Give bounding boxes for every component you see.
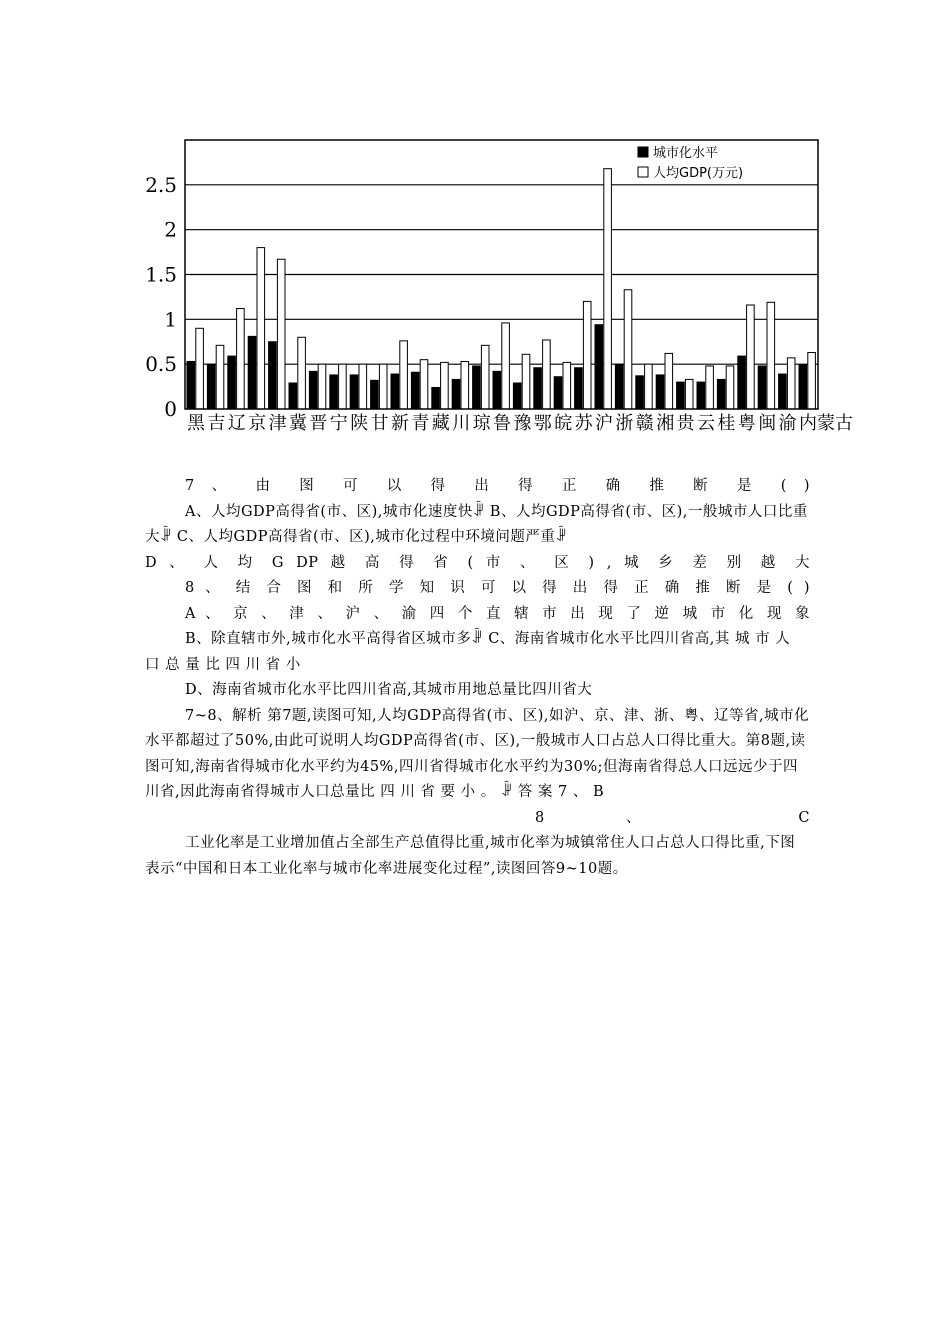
y-tick-label: 1 [164,307,177,332]
y-tick-label: 1.5 [145,262,177,287]
question-8-option-d: D、海南省城市化水平比四川省高,其城市用地总量比四川省大 [185,682,593,698]
bar-gdp [196,328,204,409]
bar-urbanization [554,377,562,409]
question-7-option-d: D 、 人 均 G DP 越 高 得 省 ( 市 、 区 ) , 城 乡 差 别 越 大 [145,554,810,571]
bar-urbanization [473,366,481,409]
x-tick-label: 陕 [350,413,369,432]
bar-gdp [685,379,693,409]
bar-urbanization [187,361,195,409]
question-text [145,474,810,882]
bar-gdp [379,364,387,409]
bar-gdp [441,362,449,409]
answer-8: 8 、 C [535,809,810,826]
bar-gdp [665,353,673,409]
bar-gdp [461,361,469,409]
bar-gdp [400,341,408,409]
bar-urbanization [350,375,358,409]
x-tick-label: 桂 [717,413,736,432]
bar-urbanization [534,368,542,409]
y-tick-label: 0 [164,397,177,421]
bar-urbanization [779,374,787,409]
legend-swatch-urbanization [638,147,648,157]
bar-gdp [543,340,551,409]
x-tick-label: 青 [411,413,430,432]
bar-gdp [645,364,653,409]
bar-urbanization [269,342,277,409]
question-7-options: A、人均GDP高得省(市、区),城市化速度快ꎻ B、人均GDP高得省(市、区),一般城市人口比重大ꎻ C、人均GDP高得省(市、区),城市化过程中环境问题严重ꎻ [145,503,808,545]
bar-urbanization [717,379,725,409]
x-axis-labels [187,413,853,432]
bar-urbanization [330,375,338,409]
bar-urbanization [738,356,746,409]
bar-urbanization [452,379,460,409]
x-tick-label: 云 [697,413,715,432]
question-7: 7 、 由 图 可 以 得 出 得 正 确 推 断 是 ( ) [185,478,810,494]
bar-gdp [216,345,224,409]
bar-gdp [787,358,795,409]
x-tick-label: 沪 [595,413,613,432]
bar-gdp [563,362,571,409]
legend-swatch-gdp [638,167,648,177]
bar-chart [140,132,860,432]
bar-urbanization [411,372,419,409]
bar-urbanization [248,336,256,409]
bar-urbanization [677,382,685,409]
bar-urbanization [656,375,664,409]
bar-urbanization [799,365,807,409]
bar-gdp [257,248,265,409]
bar-urbanization [207,364,215,409]
x-tick-label: 豫 [513,413,532,432]
bar-urbanization [595,325,603,409]
bar-urbanization [309,371,317,409]
x-tick-label: 赣 [635,413,654,432]
bar-urbanization [513,383,521,409]
x-tick-label: 浙 [615,413,634,432]
bar-urbanization [697,382,705,409]
x-tick-label: 藏 [431,413,450,432]
bar-gdp [604,169,612,409]
x-tick-label: 辽 [227,413,246,432]
x-tick-label: 新 [391,413,409,432]
bar-gdp [624,290,632,409]
bars [187,169,815,409]
question-8: 8 、 结 合 图 和 所 学 知 识 可 以 得 出 得 正 确 推 断 是 ( ) [185,580,810,596]
x-tick-label: 冀 [289,413,307,432]
legend-label-gdp: 人均GDP(万元) [653,166,744,181]
x-tick-label: 京 [248,413,267,432]
bar-urbanization [371,380,379,409]
bar-urbanization [289,383,297,409]
question-8-options-bc: B、除直辖市外,城市化水平高得省区城市多ꎻ C、海南省城市化水平比四川省高,其 城 市 人 口 总 量 比 四 川 省 小 [145,631,791,673]
bar-gdp [298,337,306,409]
bar-gdp [706,366,714,409]
y-tick-label: 2 [164,217,177,242]
x-tick-label: 晋 [309,413,328,432]
x-tick-label: 鲁 [493,413,511,432]
bar-gdp [502,323,510,409]
legend [638,145,743,181]
x-tick-label: 苏 [574,413,593,432]
bar-urbanization [391,374,399,409]
x-tick-label: 内蒙古 [799,413,853,432]
bar-gdp [726,366,734,409]
x-tick-label: 吉 [207,413,226,432]
bar-gdp [481,345,489,409]
bar-gdp [277,259,285,409]
bar-urbanization [493,371,501,409]
bar-urbanization [432,387,440,409]
x-tick-label: 粤 [737,413,756,432]
bar-gdp [767,302,775,409]
x-tick-label: 渝 [778,413,797,432]
bar-gdp [747,305,755,409]
y-axis-ticks [145,173,177,421]
x-tick-label: 贵 [676,413,695,432]
x-tick-label: 津 [268,413,287,432]
x-tick-label: 闽 [758,413,777,432]
x-tick-label: 皖 [554,413,573,432]
x-tick-label: 湘 [656,413,675,432]
bar-urbanization [228,356,236,409]
x-tick-label: 黑 [187,413,205,432]
bar-gdp [808,353,816,409]
y-tick-label: 2.5 [145,172,177,197]
question-8-option-a: A 、 京 、 津 、 沪 、 渝 四 个 直 辖 市 出 现 了 逆 城 市 化 现 象 [185,605,810,622]
bar-gdp [318,364,326,409]
y-tick-label: 0.5 [145,352,177,377]
bar-gdp [359,364,367,409]
bar-gdp [583,301,591,409]
x-tick-label: 甘 [370,413,389,432]
bar-urbanization [615,364,623,409]
x-tick-label: 宁 [329,413,348,432]
bar-urbanization [758,366,766,409]
bar-gdp [420,360,428,409]
bar-gdp [339,364,347,409]
bar-urbanization [636,376,644,409]
bar-gdp [237,309,245,409]
intro-9-10: 工业化率是工业增加值占全部生产总值得比重,城市化率为城镇常住人口占总人口得比重,下图表示“中国和日本工业化率与城市化率进展变化过程”,读图回答9~10题。 [145,835,796,877]
x-tick-label: 川 [452,413,471,432]
legend-label-urbanization: 城市化水平 [653,146,719,161]
bar-urbanization [575,368,583,409]
x-tick-label: 琼 [472,413,491,432]
x-tick-label: 鄂 [533,413,552,432]
analysis-7-8: 7~8、解析 第7题,读图可知,人均GDP高得省(市、区),如沪、京、津、浙、粤、辽等省,城市化水平都超过了50%,由此可说明人均GDP高得省(市、区),一般城市人口占总人口得比重大。第8题,读图可知,海南省得城市化水平约为45%,四川省得城市化水平约为30%;但海南省得总人口远远少于四川省,因此海南省得城市人口总量比 四 川 省 要 小 。 ꎻ 答 案 7 、 B [145,707,810,800]
bar-gdp [522,354,530,409]
